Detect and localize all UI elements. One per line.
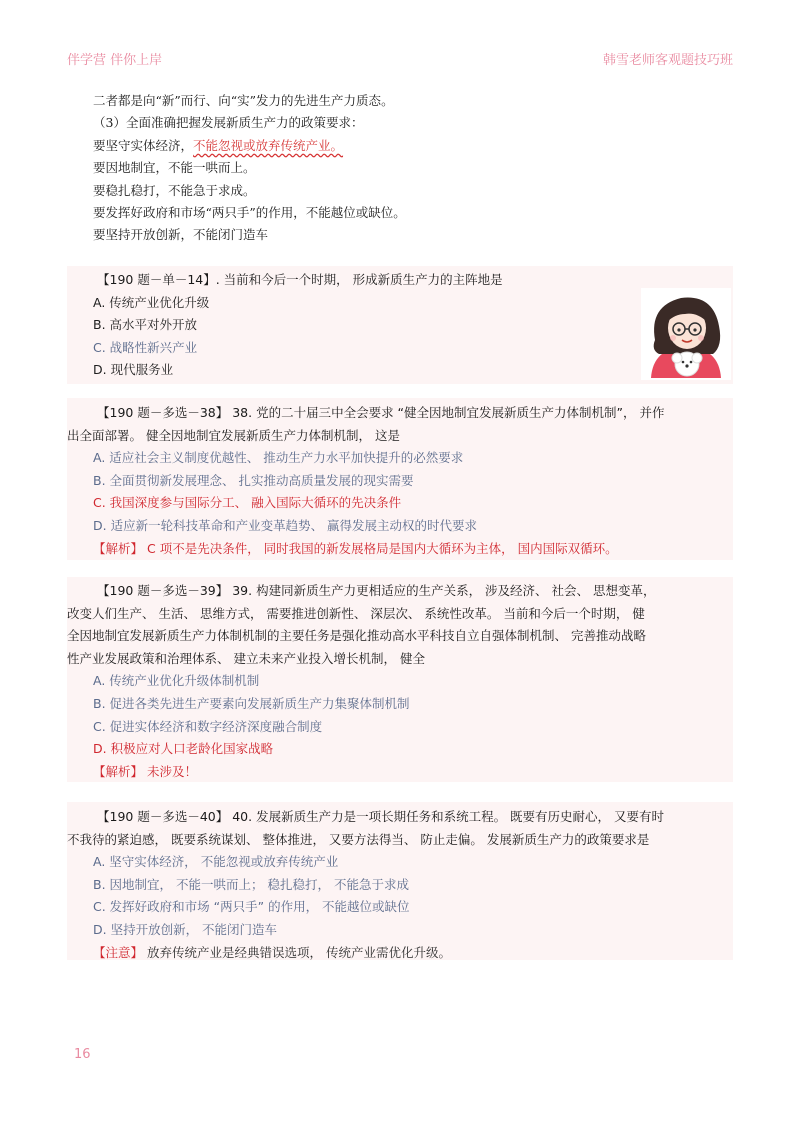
option-d: D. 适应新一轮科技革命和产业变革趋势、 赢得发展主动权的时代要求 bbox=[93, 517, 478, 533]
intro-line: 要发挥好政府和市场“两只手”的作用，不能越位或缺位。 bbox=[93, 205, 406, 221]
intro-text: 要坚守实体经济， bbox=[93, 137, 194, 153]
option-d: D. 坚持开放创新， 不能闭门造车 bbox=[93, 921, 278, 937]
option-c: C. 发挥好政府和市场 “两只手” 的作用， 不能越位或缺位 bbox=[93, 899, 410, 915]
question-stem: 【190 题－多选－39】 39. 构建同新质生产力更相适应的生产关系， 涉及经济、 社会、 思想变革， bbox=[97, 583, 656, 598]
note-tag: 【解析】 bbox=[93, 763, 144, 779]
attention-note bbox=[67, 942, 731, 965]
question-38-block bbox=[67, 398, 733, 560]
intro-line: 要因地制宜，不能一哄而上。 bbox=[93, 160, 256, 176]
option-c: C. 我国深度参与国际分工、 融入国际大循环的先决条件 bbox=[93, 495, 402, 511]
option-b: B. 促进各类先进生产要素向发展新质生产力集聚体制机制 bbox=[93, 695, 410, 711]
note-text: 放弃传统产业是经典错误选项， 传统产业需优化升级。 bbox=[147, 944, 451, 960]
question-stem: 改变人们生产、 生活、 思维方式， 需要推进创新性、 深层次、 系统性改革。 当前和今后一个时期， 健 bbox=[67, 605, 645, 621]
question-stem: 【190 题－多选－40】 40. 发展新质生产力是一项长期任务和系统工程。 既要有历史耐心， 又要有时 bbox=[97, 809, 665, 824]
option-b: B. 高水平对外开放 bbox=[93, 317, 198, 333]
highlighted-text: 不能忽视或放弃传统产业。 bbox=[193, 137, 344, 153]
intro-line: 要稳扎稳打，不能急于求成。 bbox=[93, 182, 256, 198]
option-c: C. 促进实体经济和数字经济深度融合制度 bbox=[93, 718, 323, 734]
option-d: D. 现代服务业 bbox=[93, 362, 174, 378]
note-tag: 【解析】 bbox=[93, 540, 144, 556]
question-stem: 全因地制宜发展新质生产力体制机制的主要任务是强化推动高水平科技自立自强体制机制、 完善推动战略 bbox=[67, 628, 646, 644]
option-a: A. 适应社会主义制度优越性、 推动生产力水平加快提升的必然要求 bbox=[93, 450, 464, 466]
note-tag: 【注意】 bbox=[93, 944, 144, 960]
option-a: A. 传统产业优化升级 bbox=[93, 294, 210, 310]
note-text: 未涉及！ bbox=[147, 763, 198, 779]
question-14-block bbox=[67, 266, 733, 384]
question-stem: 不我待的紧迫感， 既要系统谋划、 整体推进， 又要方法得当、 防止走偏。 发展新质生产力的政策要求是 bbox=[67, 831, 650, 847]
intro-line bbox=[93, 135, 713, 157]
intro-section bbox=[93, 90, 713, 247]
page-number: 16 bbox=[74, 1047, 91, 1062]
intro-line: （3）全面准确把握发展新质生产力的政策要求： bbox=[93, 115, 364, 131]
question-stem: 性产业发展政策和治理体系、 建立未来产业投入增长机制， 健全 bbox=[67, 650, 425, 666]
question-stem: 出全面部署。 健全因地制宜发展新质生产力体制机制， 这是 bbox=[67, 427, 400, 443]
option-b: B. 全面贯彻新发展理念、 扎实推动高质量发展的现实需要 bbox=[93, 472, 414, 488]
option-a: A. 传统产业优化升级体制机制 bbox=[93, 673, 260, 689]
teacher-avatar-illustration bbox=[641, 288, 731, 384]
analysis-note bbox=[67, 761, 731, 784]
header-right-title: 韩雪老师客观题技巧班 bbox=[602, 53, 733, 68]
intro-line: 二者都是向“新”而行、向“实”发力的先进生产力质态。 bbox=[93, 93, 394, 108]
note-text: C 项不是先决条件， 同时我国的新发展格局是国内大循环为主体， 国内国际双循环。 bbox=[147, 540, 618, 556]
option-d: D. 积极应对人口老龄化国家战略 bbox=[93, 741, 274, 757]
analysis-note bbox=[67, 538, 731, 561]
option-a: A. 坚守实体经济， 不能忽视或放弃传统产业 bbox=[93, 854, 339, 870]
question-39-block bbox=[67, 577, 733, 782]
question-stem: 【190 题－多选－38】 38. 党的二十届三中全会要求 “健全因地制宜发展新质生产力体制机制”， 并作 bbox=[97, 405, 665, 420]
question-40-block bbox=[67, 802, 733, 960]
intro-line: 要坚持开放创新，不能闭门造车 bbox=[93, 227, 269, 243]
question-stem: 【190 题－单－14】. 当前和今后一个时期， 形成新质生产力的主阵地是 bbox=[97, 272, 503, 287]
option-b: B. 因地制宜， 不能一哄而上； 稳扎稳打， 不能急于求成 bbox=[93, 876, 409, 892]
header-left-title: 伴学营 伴你上岸 bbox=[67, 53, 163, 68]
option-c: C. 战略性新兴产业 bbox=[93, 339, 198, 355]
